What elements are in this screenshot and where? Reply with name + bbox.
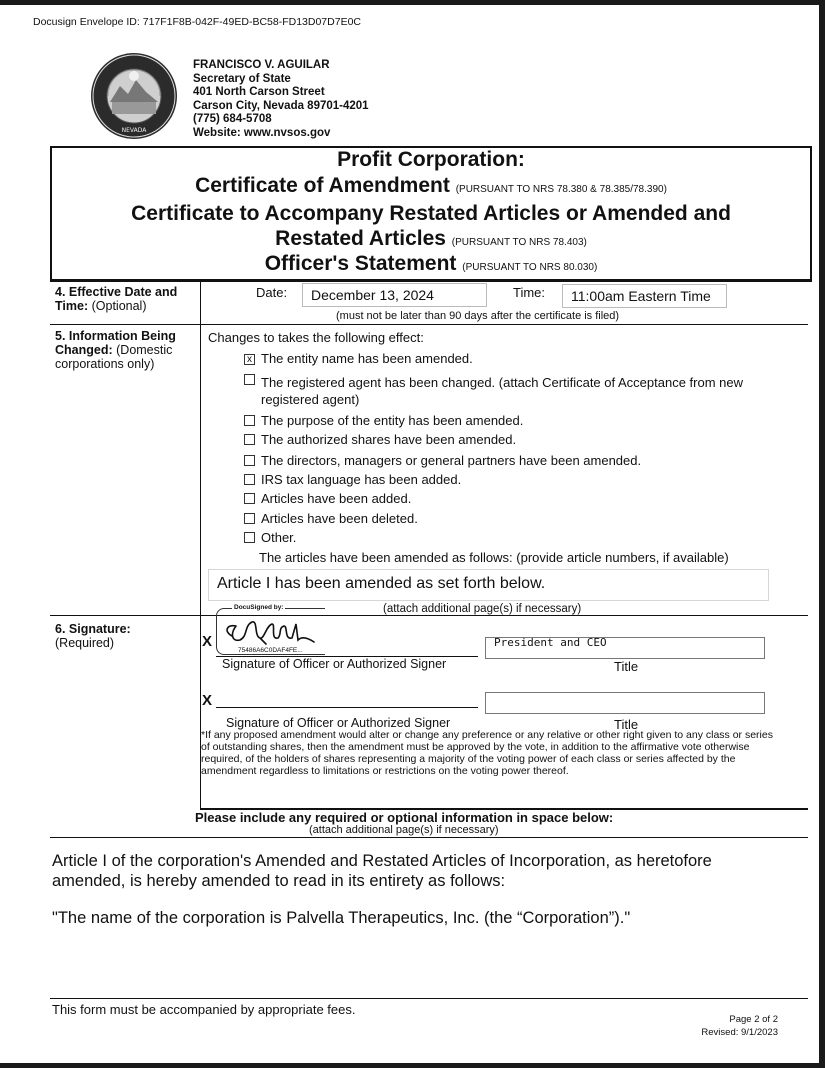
- title-line1: Profit Corporation:: [337, 148, 525, 171]
- checkbox-entity-name[interactable]: x: [244, 354, 255, 365]
- nevada-state-seal-icon: [90, 52, 178, 140]
- option-registered-agent: The registered agent has been changed. (attach Certificate of Acceptance from new: [261, 375, 744, 390]
- effective-time-field[interactable]: 11:00am Eastern Time: [562, 284, 727, 308]
- row-divider: [50, 998, 808, 999]
- office-block: [193, 59, 369, 141]
- row-divider: [50, 837, 808, 838]
- signature-caption-2: Signature of Officer or Authorized Signer: [226, 716, 451, 730]
- info-paragraph-2: "The name of the corporation is Palvella Therapeutics, Inc. (the “Corporation”).": [52, 909, 631, 927]
- signature-line-2[interactable]: [216, 707, 478, 708]
- option-irs-tax: IRS tax language has been added.: [261, 472, 462, 487]
- checkbox-directors[interactable]: [244, 455, 255, 466]
- info-paragraph-1: Article I of the corporation's Amended and Restated Articles of Incorporation, as heretofore amended, is hereby amended to read in its entirety as follows:: [52, 852, 712, 890]
- office-phone: (775) 684-5708: [193, 113, 272, 126]
- option-other: Other.: [261, 530, 297, 545]
- signature-id: 75486A6C0DAF4FE...: [238, 647, 303, 654]
- checkbox-articles-deleted[interactable]: [244, 513, 255, 524]
- option-articles-added: Articles have been added.: [261, 491, 412, 506]
- signature-x-mark: X: [202, 633, 213, 650]
- attach-note: (attach additional page(s) if necessary): [383, 603, 582, 615]
- page-number: Page 2 of 2: [729, 1014, 778, 1025]
- effective-date-field[interactable]: December 13, 2024: [302, 283, 487, 307]
- changes-intro: Changes to takes the following effect:: [208, 330, 424, 345]
- bottom-border: [0, 1063, 825, 1068]
- checkbox-irs-tax[interactable]: [244, 474, 255, 485]
- envelope-id: Docusign Envelope ID: 717F1F8B-042F-49ED-BC58-FD13D07D7E0C: [33, 16, 361, 28]
- checkbox-articles-added[interactable]: [244, 493, 255, 504]
- office-name: FRANCISCO V. AGUILAR: [193, 59, 330, 71]
- time-label: Time:: [513, 285, 546, 300]
- date-label: Date:: [256, 285, 288, 300]
- date-note: (must not be later than 90 days after the certificate is filed): [336, 310, 620, 322]
- title-box: [50, 146, 812, 282]
- title-line4: Restated Articles (PURSUANT TO NRS 78.403): [275, 227, 587, 250]
- section5-label: 5. Information Being Changed: (Domestic corporations only): [55, 329, 176, 371]
- option-authorized-shares: The authorized shares have been amended.: [261, 432, 517, 447]
- option-purpose: The purpose of the entity has been amended.: [261, 413, 524, 428]
- checkbox-authorized-shares[interactable]: [244, 434, 255, 445]
- row-divider: [50, 615, 808, 616]
- info-heading: Please include any required or optional information in space below:: [195, 810, 614, 825]
- checkbox-other[interactable]: [244, 532, 255, 543]
- signature-caption-1: Signature of Officer or Authorized Signer: [222, 657, 447, 671]
- right-border: [819, 0, 825, 1068]
- seal-bottom-text: NEVADA: [121, 127, 147, 134]
- option-directors: The directors, managers or general partners have been amended.: [261, 453, 642, 468]
- amended-intro: The articles have been amended as follows: (provide article numbers, if available): [259, 550, 729, 565]
- office-street: 401 North Carson Street: [193, 86, 325, 99]
- title-field-2[interactable]: [485, 692, 765, 714]
- office-city: Carson City, Nevada 89701-4201: [193, 99, 369, 112]
- title-field-1[interactable]: President and CEO: [485, 637, 765, 659]
- fees-note: This form must be accompanied by appropriate fees.: [52, 1002, 356, 1017]
- section6-label: 6. Signature: (Required): [55, 622, 131, 650]
- row-divider: [50, 324, 808, 325]
- title-caption-2: Title: [614, 717, 639, 732]
- docusigned-label: DocuSigned by:: [234, 604, 284, 611]
- revised-date: Revised: 9/1/2023: [701, 1027, 778, 1038]
- title-line3: Certificate to Accompany Restated Articles or Amended and: [131, 202, 731, 225]
- option-registered-agent-cont: registered agent): [261, 392, 360, 407]
- info-subheading: (attach additional page(s) if necessary): [309, 824, 499, 836]
- amended-articles-field[interactable]: Article I has been amended as set forth below.: [208, 569, 769, 601]
- title-line5: Officer's Statement (PURSUANT TO NRS 80.030): [264, 252, 598, 275]
- option-entity-name: The entity name has been amended.: [261, 351, 473, 366]
- title-caption-1: Title: [614, 659, 639, 674]
- title-line2: Certificate of Amendment (PURSUANT TO NRS 78.380 & 78.385/78.390): [195, 174, 667, 197]
- checkbox-registered-agent[interactable]: [244, 374, 255, 385]
- section4-label: 4. Effective Date and Time: (Optional): [55, 285, 178, 313]
- office-website: Website: www.nvsos.gov: [193, 126, 331, 139]
- top-border: [0, 0, 825, 5]
- option-articles-deleted: Articles have been deleted.: [261, 511, 418, 526]
- office-title: Secretary of State: [193, 72, 291, 85]
- checkbox-purpose[interactable]: [244, 415, 255, 426]
- voting-footnote: *If any proposed amendment would alter or change any preference or any relative or other right given to any class or series of outstanding shares, then the amendment must be approved by the vote, in addition to the affirmative vote otherwise required, of the holders of shares representing a majority of the voting power of each class or series affected by the amendment regardless to limitations or restrictions on the voting power thereof.: [201, 729, 773, 777]
- signature-x-mark-2: X: [202, 692, 213, 709]
